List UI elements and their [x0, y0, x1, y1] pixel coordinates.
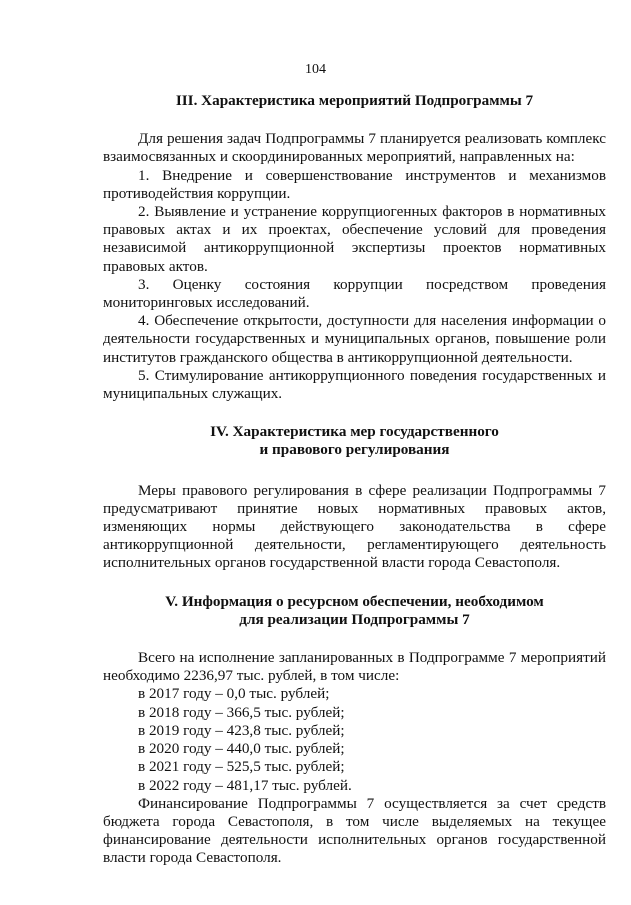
section-3-item-3: 3. Оценку состояния коррупции посредством проведения мониторинговых исследований.: [103, 275, 606, 312]
funding-year-2018: в 2018 году – 366,5 тыс. рублей;: [138, 703, 345, 721]
funding-year-2022: в 2022 году – 481,17 тыс. рублей.: [138, 776, 352, 794]
document-content: [103, 92, 606, 868]
section-5-funding-text: Финансирование Подпрограммы 7 осуществляется за счет средств бюджета города Севастополя, в том числе выделяемых на текущее финансирование деятельности исполнительных органов государственной власти города Севастополя.: [103, 794, 606, 867]
funding-year-2020: в 2020 году – 440,0 тыс. рублей;: [138, 740, 345, 758]
section-3-heading: III. Характеристика мероприятий Подпрограммы 7: [175, 92, 534, 109]
section-5-intro: Всего на исполнение запланированных в Подпрограмме 7 мероприятий необходимо 2236,97 тыс. рублей, в том числе:: [103, 649, 606, 685]
section-4-text: Меры правового регулирования в сфере реализации Подпрограммы 7 предусматривают принятие новых нормативных правовых актов, изменяющих нормы действующего законодательства в сфере антикоррупционной деятельности, регламентирующего деятельность исполнительных органов государственной власти города Севастополя.: [103, 481, 606, 572]
section-5-heading-line-1: V. Информация о ресурсном обеспечении, необходимом: [165, 592, 544, 610]
section-4-heading-line-1: IV. Характеристика мер государственного: [210, 423, 499, 441]
section-5-heading-line-2: для реализации Подпрограммы 7: [239, 610, 470, 628]
section-3-item-4: 4. Обеспечение открытости, доступности для населения информации о деятельности государственных и муниципальных органов, повышение роли институтов гражданского общества в антикоррупционной деятельности.: [103, 312, 606, 366]
funding-year-2021: в 2021 году – 525,5 тыс. рублей;: [138, 758, 345, 776]
funding-year-2017: в 2017 году – 0,0 тыс. рублей;: [138, 685, 330, 703]
section-3-item-5: 5. Стимулирование антикоррупционного поведения государственных и муниципальных служащих.: [103, 366, 606, 403]
funding-year-2019: в 2019 году – 423,8 тыс. рублей;: [138, 721, 345, 739]
section-3-item-1: 1. Внедрение и совершенствование инструментов и механизмов противодействия коррупции.: [103, 166, 606, 202]
section-3-item-2: 2. Выявление и устранение коррупциогенных факторов в нормативных правовых актах и их проектах, обеспечение условий для проведения независимой антикоррупционной экспертизы проектов нормативных правовых актов.: [103, 203, 606, 275]
section-3-intro: Для решения задач Подпрограммы 7 планируется реализовать комплекс взаимосвязанных и скоординированных мероприятий, направленных на:: [103, 130, 606, 166]
section-4-heading-line-2: и правового регулирования: [259, 441, 450, 459]
page-number: 104: [305, 62, 326, 77]
